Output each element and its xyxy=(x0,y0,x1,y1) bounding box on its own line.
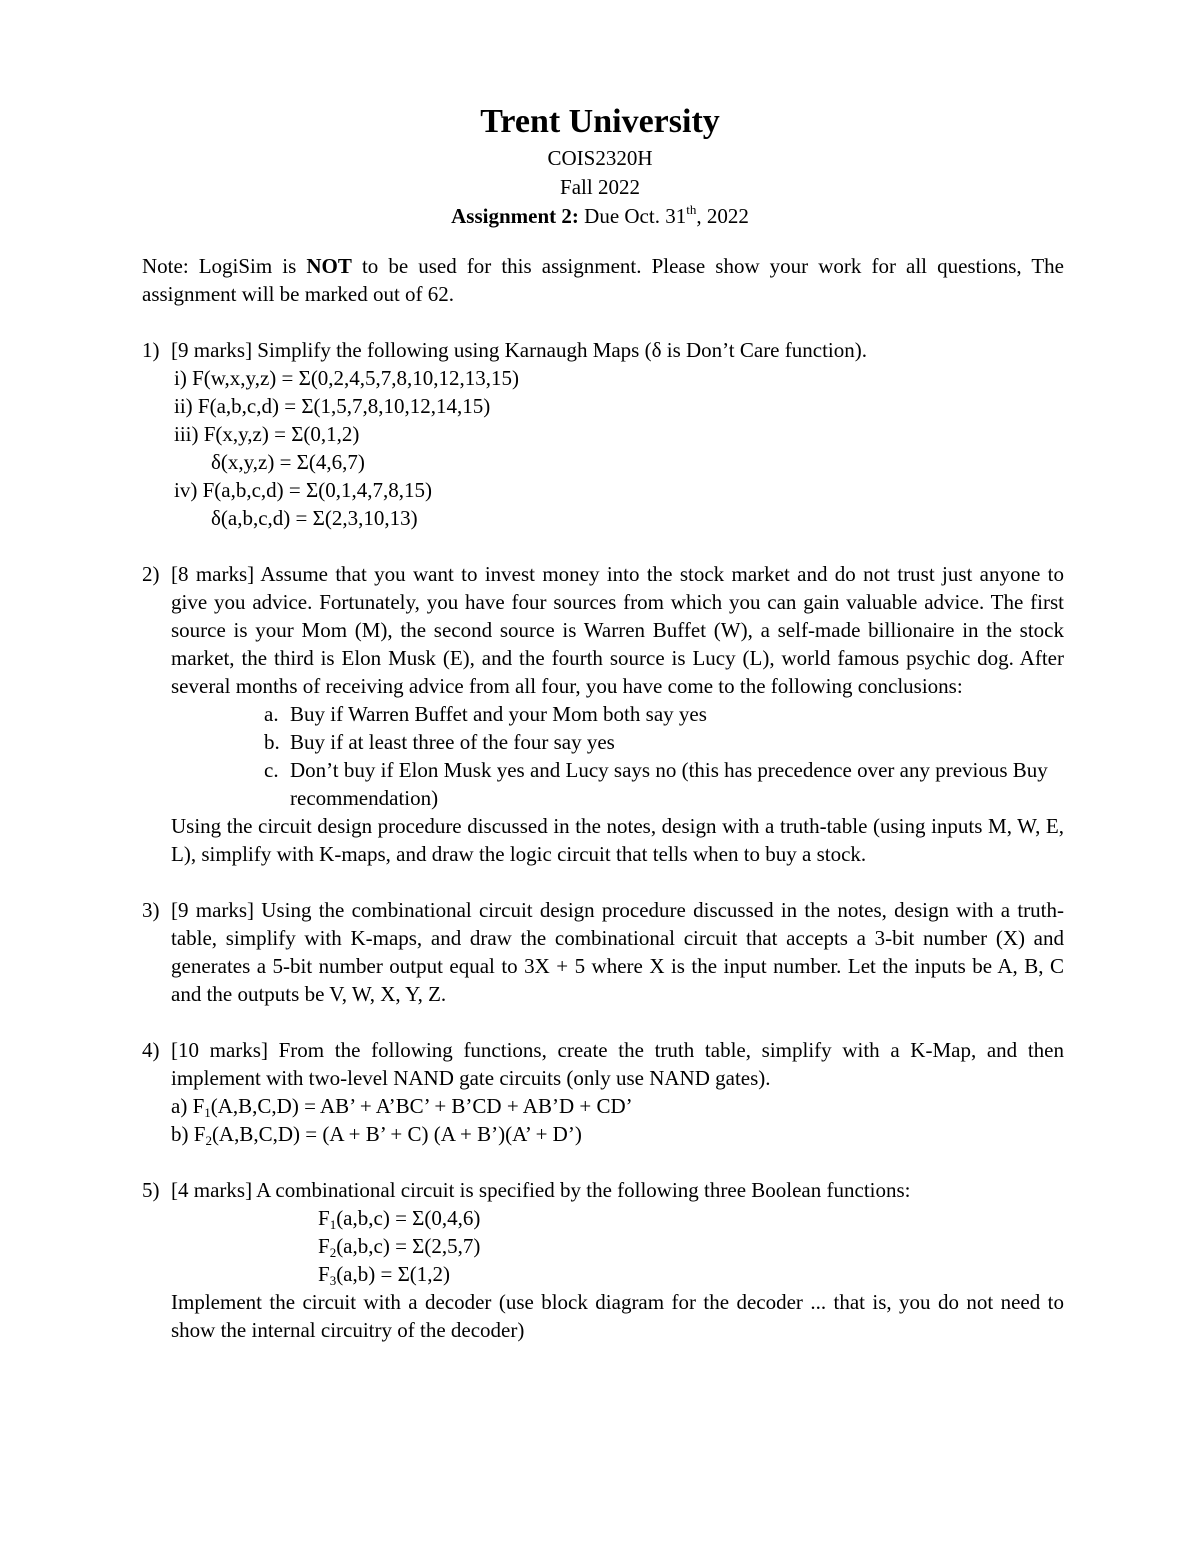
question-5 xyxy=(142,1176,1064,1344)
function-expression: (A,B,C,D) = AB’ + A’BC’ + B’CD + AB’D + CD’ xyxy=(210,1094,633,1118)
document-body xyxy=(142,252,1064,1344)
item-text: Don’t buy if Elon Musk yes and Lucy says no (this has precedence over any previous Buy recommendation) xyxy=(290,758,1048,810)
term: Fall 2022 xyxy=(560,175,640,199)
list-item xyxy=(264,700,1064,728)
question-closing: Implement the circuit with a decoder (use block diagram for the decoder ... that is, you do not need to show the internal circuitry of the decoder) xyxy=(171,1290,1064,1342)
item-letter: b. xyxy=(264,730,280,754)
question-3 xyxy=(142,896,1064,1008)
q4-function-a xyxy=(171,1092,1064,1120)
note-paragraph xyxy=(142,252,1064,308)
question-text: [9 marks] Using the combinational circuit design procedure discussed in the notes, design with a truth-table, simplify with K-maps, and draw the combinational circuit that accepts a 3-bit number (X) and generates a 5-bit number output equal to 3X + 5 where X is the input number. Let the inputs be A, B, C and the outputs be V, W, X, Y, Z. xyxy=(171,898,1064,1006)
due-date-sup: th xyxy=(686,202,697,217)
question-number: 2) xyxy=(142,562,160,586)
q5-function-2 xyxy=(171,1232,1064,1260)
function-name: F xyxy=(318,1262,330,1286)
q5-function-1 xyxy=(171,1204,1064,1232)
assignment-line xyxy=(0,202,1200,231)
q1-part-1: i) F(w,x,y,z) = Σ(0,2,4,5,7,8,10,12,13,15) xyxy=(174,366,520,390)
university-title: Trent University xyxy=(480,103,720,140)
due-date-suffix: , 2022 xyxy=(696,204,749,228)
question-text: [4 marks] A combinational circuit is specified by the following three Boolean functions: xyxy=(171,1178,911,1202)
function-name: F xyxy=(318,1206,330,1230)
q1-part-4-dont-care: δ(a,b,c,d) = Σ(2,3,10,13) xyxy=(211,506,418,530)
q1-part-4: iv) F(a,b,c,d) = Σ(0,1,4,7,8,15) xyxy=(174,478,432,502)
function-subscript: 1 xyxy=(329,1217,337,1232)
question-number: 4) xyxy=(142,1038,160,1062)
q1-part-2: ii) F(a,b,c,d) = Σ(1,5,7,8,10,12,14,15) xyxy=(174,394,491,418)
function-expression: (A,B,C,D) = (A + B’ + C) (A + B’)(A’ + D’) xyxy=(211,1122,582,1146)
conclusions-list xyxy=(171,700,1064,812)
question-closing: Using the circuit design procedure discussed in the notes, design with a truth-table (using inputs M, W, E, L), simplify with K-maps, and draw the logic circuit that tells when to buy a stock. xyxy=(171,814,1064,866)
function-subscript: 3 xyxy=(329,1273,337,1288)
function-subscript: 1 xyxy=(204,1105,211,1120)
item-letter: a. xyxy=(264,702,279,726)
function-expression: (a,b,c) = Σ(0,4,6) xyxy=(336,1206,481,1230)
list-item xyxy=(264,728,1064,756)
q1-part-3: iii) F(x,y,z) = Σ(0,1,2) xyxy=(174,422,360,446)
item-text: Buy if at least three of the four say yes xyxy=(290,730,615,754)
function-label: a) F xyxy=(171,1094,205,1118)
item-text: Buy if Warren Buffet and your Mom both say yes xyxy=(290,702,707,726)
q1-part-3-dont-care: δ(x,y,z) = Σ(4,6,7) xyxy=(211,450,365,474)
q4-function-b xyxy=(171,1120,1064,1148)
question-4 xyxy=(142,1036,1064,1148)
function-label: b) F xyxy=(171,1122,206,1146)
document-header xyxy=(0,100,1200,231)
question-text: [8 marks] Assume that you want to invest money into the stock market and do not trust just anyone to give you advice. Fortunately, you have four sources from which you can gain valuable advice. The first source is your Mom (M), the second source is Warren Buffet (W), a self-made billionaire in the stock market, the third is Elon Musk (E), and the fourth source is Lucy (L), world famous psychic dog. After several months of receiving advice from all four, you have come to the following conclusions: xyxy=(171,562,1064,698)
course-code: COIS2320H xyxy=(547,146,653,170)
function-subscript: 2 xyxy=(205,1133,212,1148)
question-text: [9 marks] Simplify the following using Karnaugh Maps (δ is Don’t Care function). xyxy=(171,338,867,362)
question-number: 5) xyxy=(142,1178,160,1202)
note-suffix: to be used for this assignment. Please show your work for all questions, The assignment will be marked out of 62. xyxy=(142,254,1064,306)
question-number: 1) xyxy=(142,338,160,362)
question-1 xyxy=(142,336,1064,532)
due-date-prefix: Due Oct. 31 xyxy=(578,204,687,228)
note-prefix: Note: LogiSim is xyxy=(142,254,307,278)
function-expression: (a,b,c) = Σ(2,5,7) xyxy=(336,1234,481,1258)
question-text: [10 marks] From the following functions, create the truth table, simplify with a K-Map, and then implement with two-level NAND gate circuits (only use NAND gates). xyxy=(171,1038,1064,1090)
function-name: F xyxy=(318,1234,330,1258)
item-letter: c. xyxy=(264,758,279,782)
question-number: 3) xyxy=(142,898,160,922)
list-item xyxy=(264,756,1064,812)
q5-function-3 xyxy=(171,1260,1064,1288)
function-subscript: 2 xyxy=(329,1245,337,1260)
function-expression: (a,b) = Σ(1,2) xyxy=(336,1262,451,1286)
assignment-label: Assignment 2: xyxy=(451,204,579,228)
question-2 xyxy=(142,560,1064,868)
note-bold: NOT xyxy=(306,254,352,278)
